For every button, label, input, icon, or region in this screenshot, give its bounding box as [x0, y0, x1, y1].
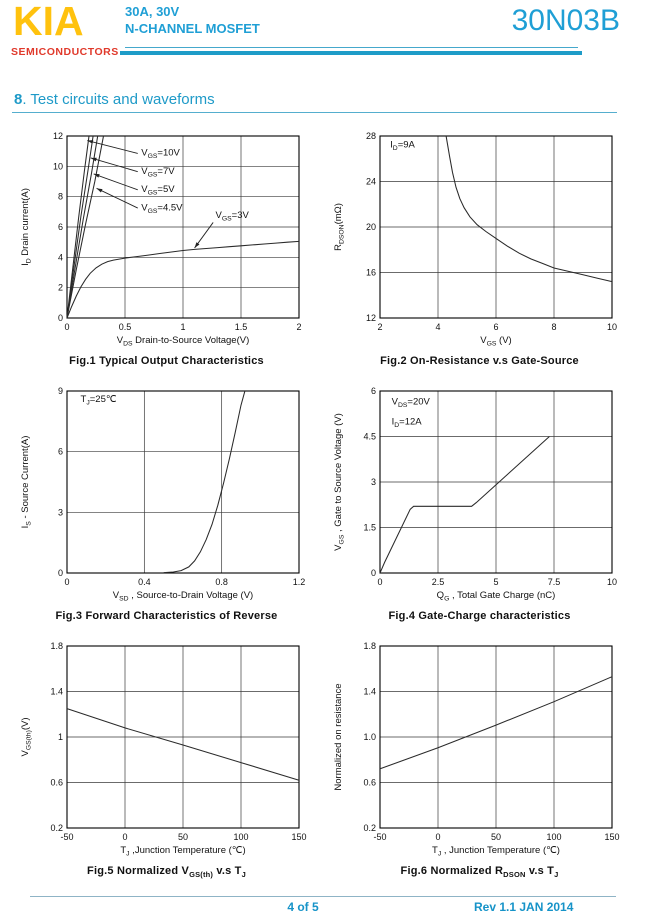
fig1-caption: Fig.1 Typical Output Characteristics [69, 355, 264, 367]
svg-text:TJ ,Junction Temperature (℃): $T_J$ ,Junction Temperature (℃) [119, 845, 246, 858]
kia-logo: KIA [13, 0, 84, 44]
fig3-forward-characteristics-of-reverse-canvas [15, 381, 319, 609]
header-rule-thick [120, 51, 582, 55]
svg-text:6: 6 [57, 222, 63, 232]
svg-text:10: 10 [606, 577, 617, 587]
svg-text:5: 5 [492, 577, 499, 587]
svg-text:VGS (V): $V_{GS}$ (V) [479, 335, 512, 348]
svg-text:0: 0 [370, 568, 376, 578]
fig1-typical-output-characteristics-canvas [15, 126, 319, 354]
fig6-panel [323, 636, 636, 879]
svg-text:1: 1 [179, 322, 186, 332]
fig6-normalized-rdson-vs-tj-canvas [328, 636, 632, 864]
svg-text:-50: -50 [372, 832, 387, 842]
svg-text:VGS=3V: $V_{GS}=3V$ [214, 209, 249, 223]
svg-text:VGS(th)(V): $V_{GS(th)}(V)$ [19, 717, 32, 757]
fig1-panel [10, 126, 323, 367]
svg-text:12: 12 [365, 313, 376, 323]
section-heading [14, 91, 215, 108]
svg-text:4.5: 4.5 [362, 431, 376, 442]
svg-text:0.8: 0.8 [214, 577, 228, 587]
header-rule-thin [125, 47, 578, 48]
svg-text:ID=12A: $I_D=12A$ [391, 416, 422, 429]
svg-text:1.2: 1.2 [292, 577, 305, 587]
svg-text:0.6: 0.6 [49, 777, 63, 788]
svg-text:20: 20 [365, 222, 376, 232]
section-title-text: . Test circuits and waveforms [22, 91, 215, 108]
svg-text:0: 0 [63, 577, 70, 587]
fig4-chart [328, 381, 632, 609]
fig2-panel [323, 126, 636, 367]
svg-text:VGS , Gate to Source Voltage (: $V_{GS}$ , Gate to Source Voltage (V) [332, 413, 345, 551]
svg-text:1.4: 1.4 [49, 686, 63, 697]
svg-text:0: 0 [63, 322, 70, 332]
svg-text:VGS=10V: $V_{GS}=10V$ [140, 147, 180, 161]
svg-text:2: 2 [376, 322, 383, 332]
svg-text:6: 6 [492, 322, 499, 332]
svg-text:VGS=5V: $V_{GS}=5V$ [140, 184, 175, 197]
svg-text:0: 0 [376, 577, 383, 587]
svg-text:0.2: 0.2 [362, 823, 376, 833]
fig5-normalized-vgsth-vs-tj-canvas [15, 636, 319, 864]
svg-text:2: 2 [57, 282, 63, 293]
svg-text:1.8: 1.8 [49, 641, 63, 651]
fig4-caption: Fig.4 Gate-Charge characteristics [388, 610, 571, 622]
svg-text:8: 8 [57, 191, 63, 202]
fig5-chart [15, 636, 319, 864]
svg-text:10: 10 [52, 161, 63, 172]
svg-text:1.5: 1.5 [362, 522, 376, 533]
svg-text:0: 0 [57, 313, 63, 323]
svg-text:8: 8 [550, 322, 557, 332]
fig3-panel [10, 381, 323, 622]
svg-text:0: 0 [57, 568, 63, 578]
svg-text:2: 2 [295, 322, 302, 332]
svg-text:1.5: 1.5 [234, 322, 247, 332]
fig6-chart [328, 636, 632, 864]
svg-text:IS - Source Current(A): $I_S$ - Source Current(A) [19, 435, 32, 529]
svg-text:0.2: 0.2 [49, 823, 63, 833]
svg-text:6: 6 [57, 446, 63, 457]
kia-logo-subtext: SEMICONDUCTORS [11, 46, 119, 58]
svg-text:VGS=4.5V: $V_{GS}=4.5V$ [140, 202, 183, 215]
fig5-caption: Fig.5 Normalized $V_{GS(th)}$ v.s $T_J$ [87, 865, 246, 880]
footer-rule [30, 896, 616, 897]
fig1-chart [15, 126, 319, 354]
svg-text:150: 150 [290, 832, 307, 842]
svg-text:0.4: 0.4 [137, 577, 151, 587]
svg-text:0: 0 [121, 832, 128, 842]
svg-text:ID=9A: $I_D=9A$ [389, 139, 415, 152]
svg-text:6: 6 [370, 386, 376, 396]
svg-text:10: 10 [606, 322, 617, 332]
svg-text:12: 12 [52, 131, 63, 141]
svg-text:1.4: 1.4 [362, 686, 376, 697]
fig3-caption: Fig.3 Forward Characteristics of Reverse [55, 610, 278, 622]
svg-text:0: 0 [434, 832, 441, 842]
page-number: 4 of 5 [287, 900, 319, 914]
charts-grid [10, 126, 636, 879]
fig3-chart [15, 381, 319, 609]
svg-text:24: 24 [365, 176, 376, 187]
svg-text:1.8: 1.8 [362, 641, 376, 651]
fig2-caption: Fig.2 On-Resistance v.s Gate-Source [380, 355, 579, 367]
svg-text:3: 3 [57, 507, 63, 518]
fig4-panel [323, 381, 636, 622]
svg-text:0.6: 0.6 [362, 777, 376, 788]
svg-text:-50: -50 [59, 832, 74, 842]
svg-text:RDSON(mΩ): $R_{DSON}(m\Omega)$ [332, 203, 345, 251]
device-rating: 30A, 30V [125, 4, 180, 19]
svg-text:28: 28 [365, 131, 376, 141]
svg-text:4: 4 [57, 252, 63, 263]
svg-text:150: 150 [603, 832, 620, 842]
section-number: 8 [14, 91, 23, 108]
revision-label: Rev 1.1 JAN 2014 [474, 900, 574, 914]
svg-text:TJ=25℃: $T_J=25℃$ [80, 394, 117, 407]
svg-text:VSD , Source-to-Drain Voltage: $V_{SD}$ , Source-to-Drain Voltage (V) [112, 590, 253, 603]
svg-text:2.5: 2.5 [431, 577, 444, 587]
svg-text:1.0: 1.0 [362, 732, 376, 742]
svg-text:50: 50 [490, 832, 501, 842]
part-number: 30N03B [511, 4, 620, 37]
svg-text:16: 16 [365, 267, 376, 278]
svg-text:7.5: 7.5 [547, 577, 560, 587]
svg-text:VGS=7V: $V_{GS}=7V$ [140, 165, 175, 179]
fig6-caption: Fig.6 Normalized $R_{DSON}$ v.s $T_J$ [400, 865, 559, 880]
svg-text:ID Drain current(A): $I_D$ Drain current(A) [19, 188, 32, 266]
svg-text:4: 4 [434, 322, 441, 332]
svg-text:VDS Drain-to-Source Voltage(V): $V_{DS}$ Drain-to-Source Voltage(V) [116, 335, 249, 348]
fig5-panel [10, 636, 323, 879]
svg-text:TJ , Junction Temperature (℃): $T_J$ , Junction Temperature (℃) [431, 845, 560, 858]
svg-text:50: 50 [177, 832, 188, 842]
svg-text:9: 9 [57, 386, 63, 396]
fig2-chart [328, 126, 632, 354]
svg-text:Normalized on resistance: Normalized on resistance [332, 683, 344, 791]
svg-text:VDS=20V: $V_{DS}=20V$ [391, 396, 430, 410]
svg-text:3: 3 [370, 477, 376, 487]
fig2-on-resistance-vs-gate-source-canvas [328, 126, 632, 354]
device-type: N-CHANNEL MOSFET [125, 21, 260, 36]
svg-text:0.5: 0.5 [118, 322, 131, 332]
svg-text:1: 1 [57, 732, 63, 742]
svg-text:100: 100 [232, 832, 249, 842]
fig4-gate-charge-characteristics-canvas [328, 381, 632, 609]
section-underline [12, 112, 617, 113]
svg-text:QG , Total Gate Charge (nC): $Q_G$ , Total Gate Charge (nC) [436, 590, 555, 603]
svg-text:100: 100 [545, 832, 562, 842]
